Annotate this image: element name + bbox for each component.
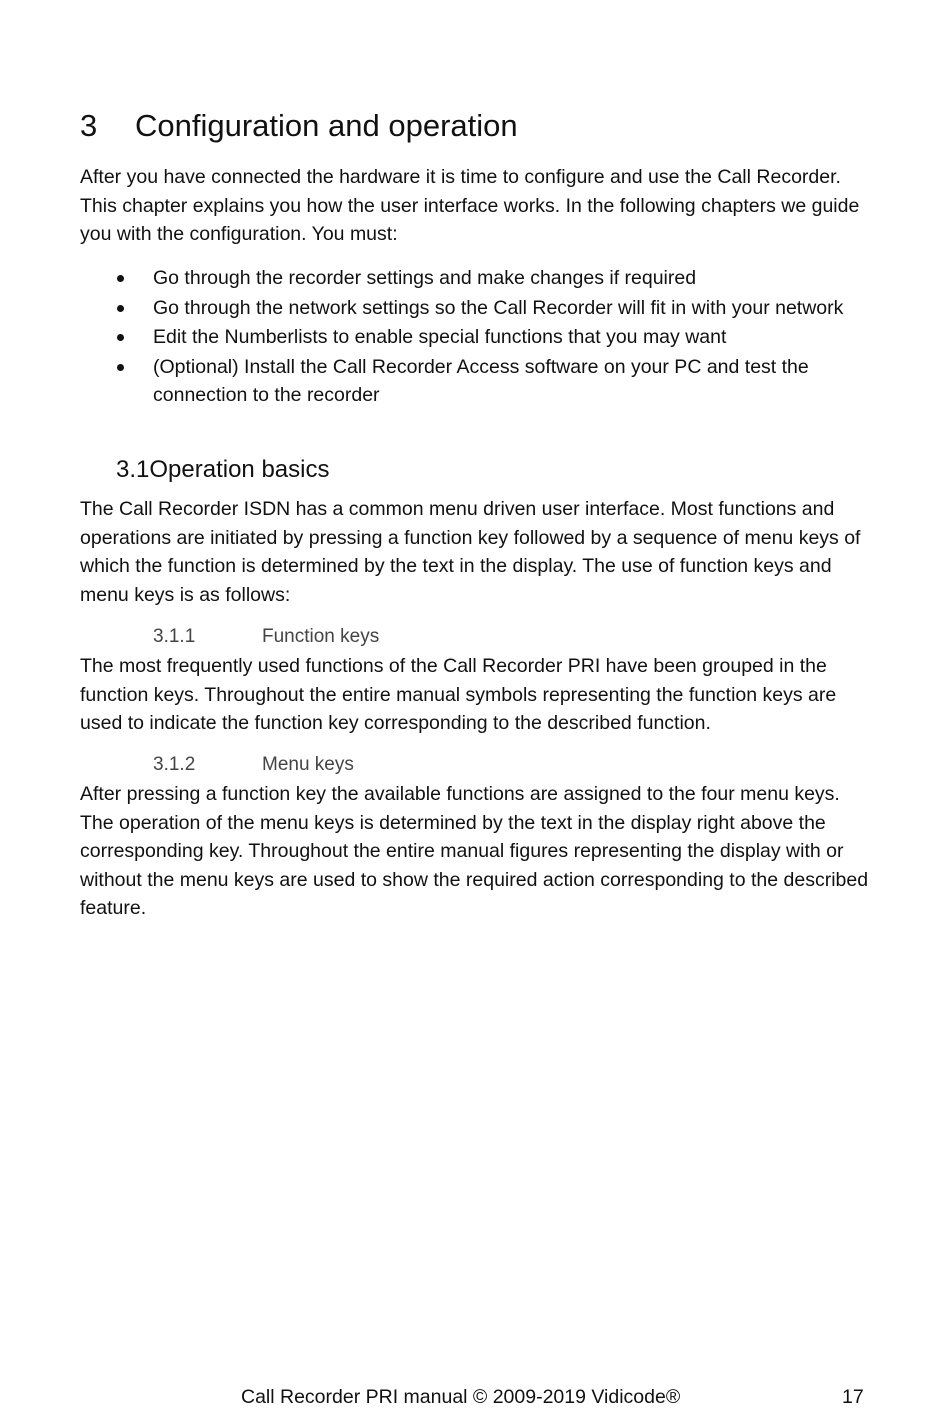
section-number: 3.1 [116, 456, 150, 483]
section-heading [116, 453, 329, 487]
function-keys-paragraph: The most frequently used functions of the Call Recorder PRI have been grouped in the function keys. Throughout the entire manual symbols representing the function keys are used to indicate the function key corresponding to the described function. [80, 655, 837, 734]
subsection-number: 3.1.1 [153, 626, 196, 647]
list-item [80, 323, 880, 352]
chapter-number: 3 [80, 108, 98, 143]
section-title: Operation basics [149, 456, 330, 483]
bullet-icon [117, 275, 124, 282]
section-paragraph: The Call Recorder ISDN has a common menu driven user interface. Most functions and operations are initiated by pressing a function key followed by a sequence of menu keys of which the function is determined by the text in the display. The use of function keys and menu keys is as follows: [80, 498, 861, 606]
list-item-text: Edit the Numberlists to enable special functions that you may want [153, 326, 727, 348]
bullet-icon [117, 305, 124, 312]
subsection-title: Function keys [262, 626, 380, 647]
list-item [80, 264, 880, 293]
subsection-number: 3.1.2 [153, 754, 196, 775]
subsection-heading-menu-keys [153, 752, 354, 778]
list-item-text: Go through the recorder settings and make changes if required [153, 267, 697, 289]
intro-paragraph: After you have connected the hardware it is time to configure and use the Call Recorder. This chapter explains you how the user interface works. In the following chapters we guide you with the configuration. You must: [80, 166, 860, 245]
chapter-heading [80, 104, 518, 148]
menu-keys-paragraph: After pressing a function key the available functions are assigned to the four menu keys. The operation of the menu keys is determined by the text in the display right above the corresponding key. Throughout the entire manual figures representing the display with or without the menu keys are used to show the required action corresponding to the described feature. [80, 783, 869, 919]
chapter-title: Configuration and operation [135, 108, 518, 143]
subsection-title: Menu keys [262, 754, 354, 775]
list-item [80, 353, 880, 410]
bullet-icon [117, 334, 124, 341]
list-item [80, 294, 880, 323]
page-footer: Call Recorder PRI manual © 2009-2019 Vidicode® [241, 1386, 681, 1408]
page-number: 17 [842, 1386, 864, 1408]
list-item-text: Go through the network settings so the Call Recorder will fit in with your network [153, 296, 844, 319]
requirements-list [80, 264, 880, 411]
subsection-heading-function-keys [153, 624, 379, 650]
bullet-icon [117, 364, 124, 371]
list-item-text: (Optional) Install the Call Recorder Access software on your PC and test the connection to the recorder [153, 355, 809, 406]
